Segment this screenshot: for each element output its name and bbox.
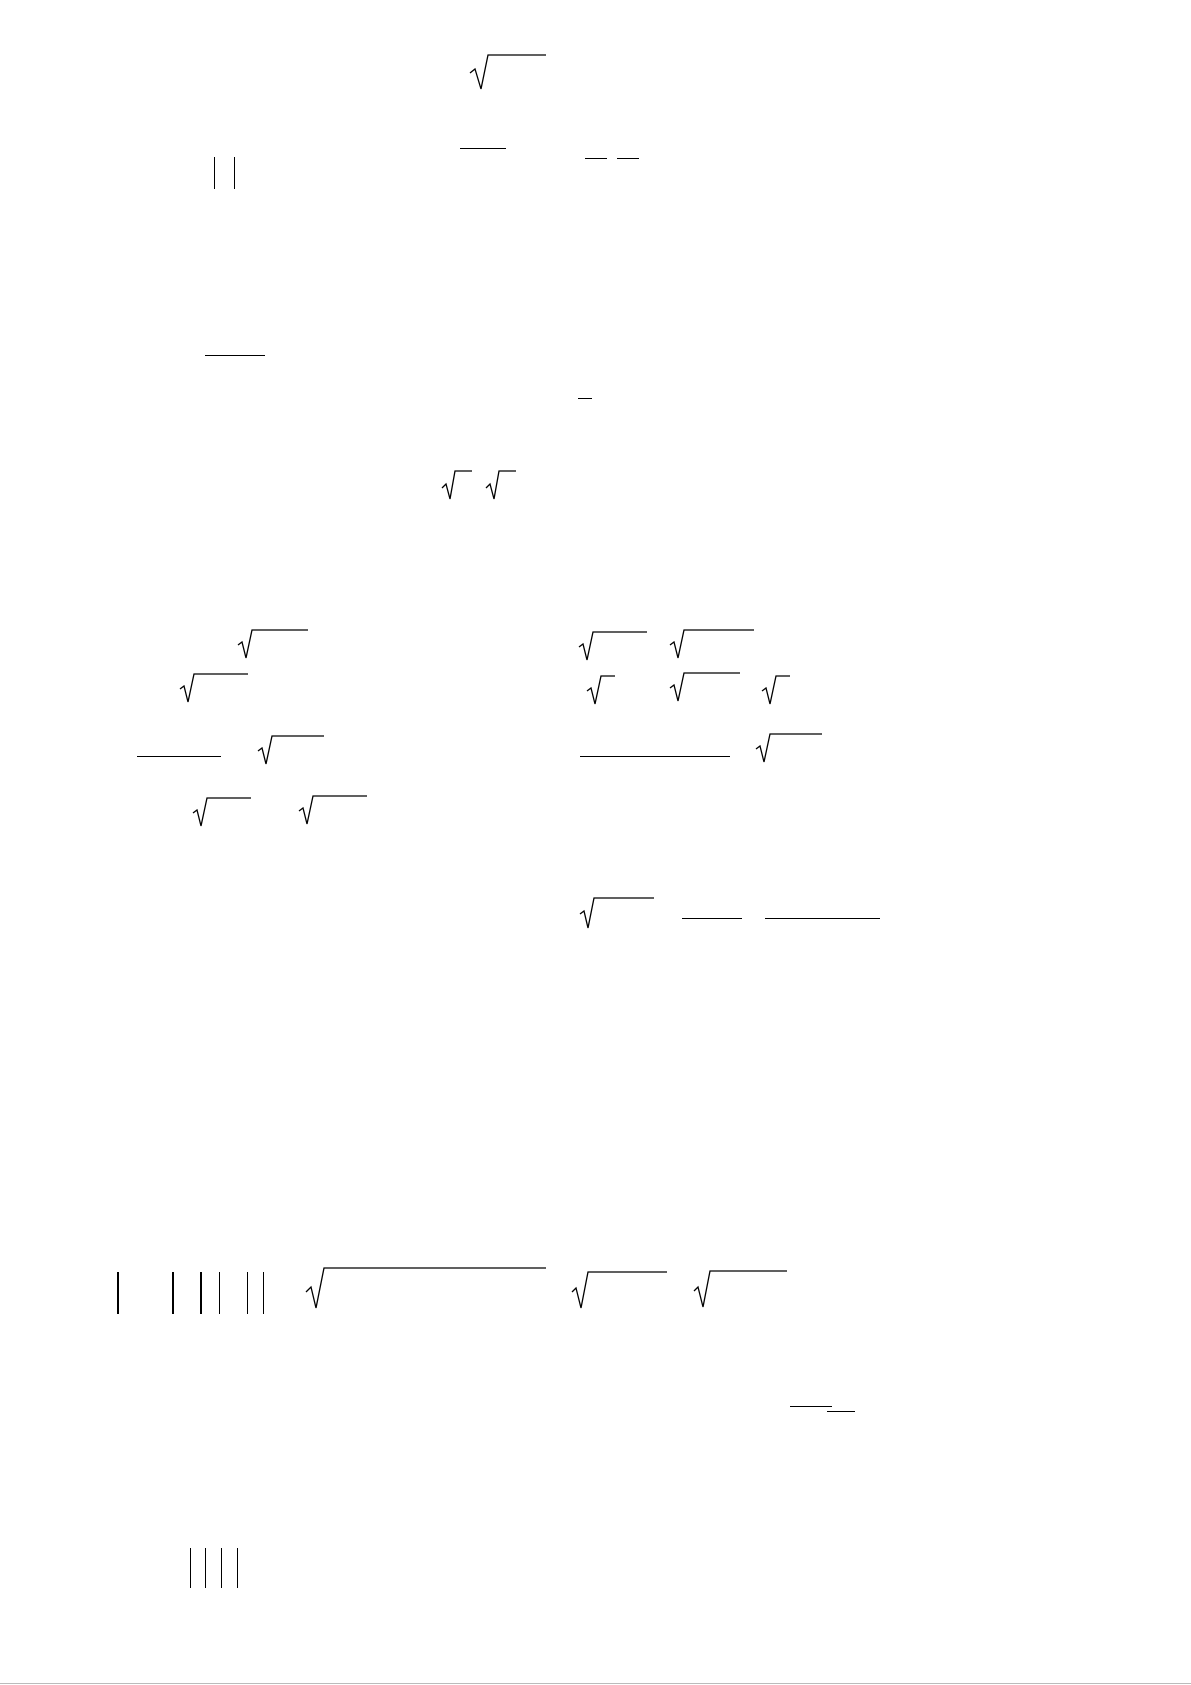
page-bottom-rule — [0, 1683, 1191, 1684]
overline — [790, 1406, 832, 1407]
overline — [585, 158, 607, 159]
vertical-bar — [117, 1272, 119, 1314]
overline — [617, 158, 639, 159]
fraction-bar — [580, 756, 730, 757]
vertical-bar — [200, 1272, 202, 1314]
vertical-bar — [172, 1272, 174, 1314]
overline — [578, 398, 592, 399]
vertical-bar — [221, 1548, 222, 1588]
vertical-bar — [219, 1272, 220, 1314]
vertical-bar — [234, 157, 235, 189]
vertical-bar — [237, 1548, 238, 1588]
vertical-bar — [263, 1272, 264, 1314]
fraction-bar — [137, 756, 221, 757]
vertical-bar — [247, 1272, 248, 1314]
overline — [827, 1411, 855, 1412]
vertical-bar — [214, 157, 215, 189]
fraction-bar — [205, 355, 265, 356]
fraction-bar — [460, 148, 506, 149]
fraction-bar — [765, 918, 880, 919]
vertical-bar — [205, 1548, 206, 1588]
fraction-bar — [682, 918, 742, 919]
vertical-bar — [190, 1548, 191, 1588]
